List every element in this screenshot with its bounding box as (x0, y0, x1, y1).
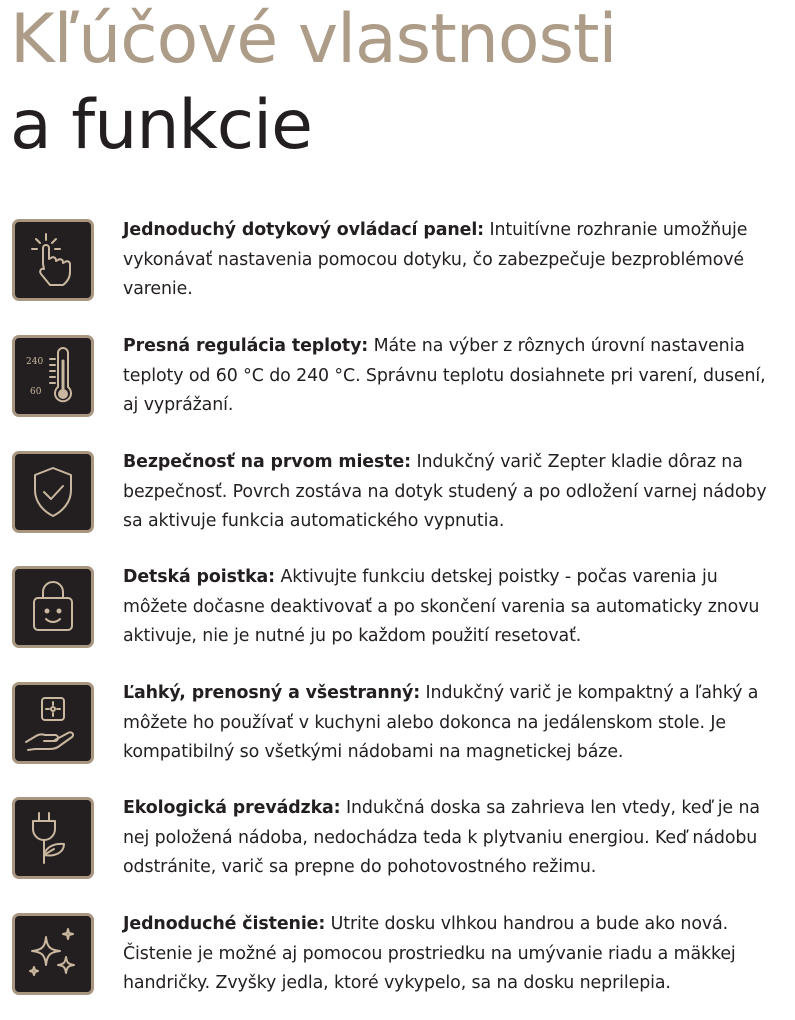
thermo-bottom-label: 60 (30, 387, 42, 397)
thermometer-icon (12, 335, 94, 417)
feature-heading: Ekologická prevádzka: (123, 798, 341, 818)
feature-cleaning (12, 913, 787, 1001)
feature-heading: Detská poistka: (123, 567, 276, 587)
feature-safety (12, 451, 787, 539)
feature-text (123, 794, 783, 883)
feature-text (123, 216, 783, 305)
feature-body: Indukčný varič Zepter kladie dôraz na bezpečnosť. Povrch zostáva na dotyk studený a po odložení varnej nádoby sa aktivuje funkcia automatického vypnutia. (123, 452, 767, 531)
touch-hand-icon (12, 219, 94, 301)
feature-text (123, 448, 783, 537)
feature-text (123, 563, 783, 652)
feature-body: Aktivujte funkciu detskej poistky - počas varenia ju môžete dočasne deaktivovať a po skončení varenia sa automaticky znovu aktivuje, nie je nutné ju po každom použití resetovať. (123, 567, 760, 646)
feature-text (123, 332, 783, 421)
sparkle-icon (12, 913, 94, 995)
feature-body: Indukčná doska sa zahrieva len vtedy, keď je na nej položená nádoba, nedochádza teda k plytvaniu energiou. Keď nádobu odstránite, varič sa prepne do pohotovostného režimu. (123, 798, 760, 877)
eco-plug-icon (12, 797, 94, 879)
feature-heading: Bezpečnosť na prvom mieste: (123, 452, 412, 472)
title-line-2: a funkcie (10, 86, 312, 165)
hand-cooktop-icon (12, 682, 94, 764)
feature-heading: Jednoduché čistenie: (123, 914, 326, 934)
feature-body: Intuitívne rozhranie umožňuje vykonávať nastavenia pomocou dotyku, čo zabezpečuje bezproblémové varenie. (123, 220, 748, 299)
thermo-top-label: 240 (26, 357, 44, 367)
shield-check-icon (12, 451, 94, 533)
page-title (10, 0, 616, 166)
feature-text (123, 910, 783, 999)
feature-portable (12, 682, 787, 770)
feature-body: Máte na výber z rôznych úrovní nastavenia teploty od 60 °C do 240 °C. Správnu teplotu dosiahnete pri varení, dusení, aj vyprážaní. (123, 336, 766, 415)
child-lock-icon (12, 566, 94, 648)
feature-heading: Ľahký, prenosný a všestranný: (123, 683, 421, 703)
feature-body: Utrite dosku vlhkou handrou a bude ako nová. Čistenie je možné aj pomocou prostriedku na umývanie riadu a mäkkej handričky. Zvyšky jedla, ktoré vykypelo, sa na dosku neprilepia. (123, 914, 736, 993)
feature-heading: Presná regulácia teploty: (123, 336, 369, 356)
feature-touch-panel (12, 219, 787, 307)
title-line-1: Kľúčové vlastnosti (10, 0, 617, 79)
feature-temperature (12, 335, 787, 423)
feature-child-lock (12, 566, 787, 654)
feature-eco (12, 797, 787, 885)
feature-heading: Jednoduchý dotykový ovládací panel: (123, 220, 485, 240)
feature-text (123, 679, 783, 768)
feature-body: Indukčný varič je kompaktný a ľahký a môžete ho používať v kuchyni alebo dokonca na jedálenskom stole. Je kompatibilný so všetkými nádobami na magnetickej báze. (123, 683, 759, 762)
